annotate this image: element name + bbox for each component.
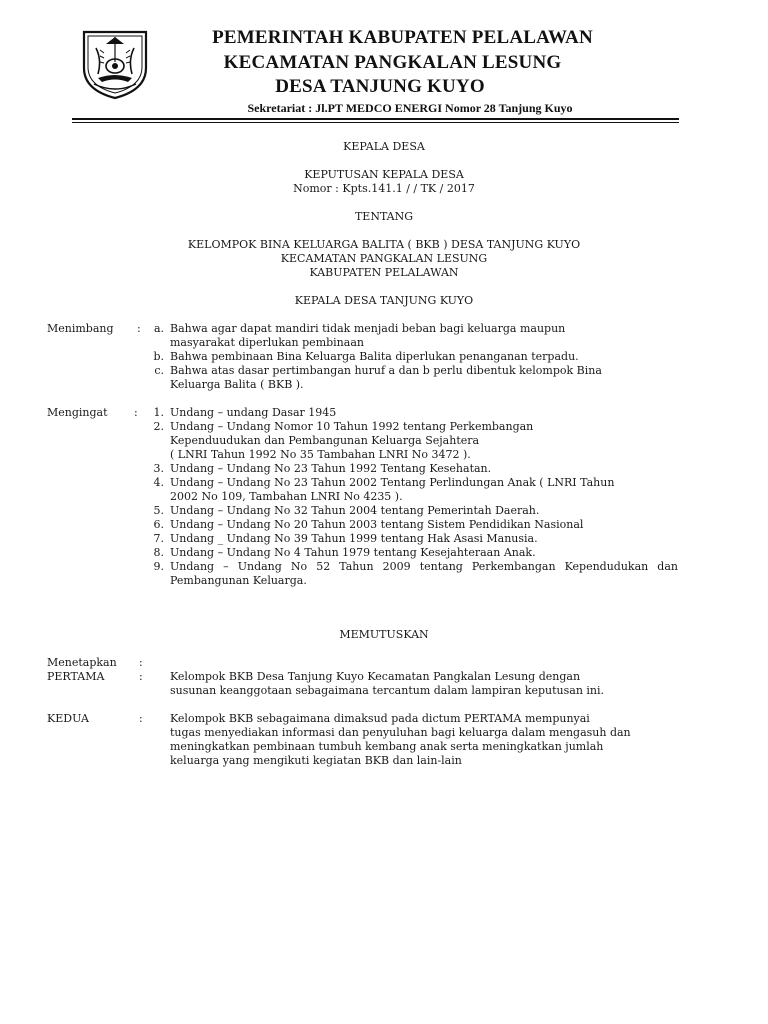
mengingat-marker: 2. <box>153 420 164 433</box>
kedua-colon: : <box>139 712 143 725</box>
menimbang-item-line: Keluarga Balita ( BKB ). <box>170 378 304 391</box>
issuer-heading: KEPALA DESA <box>343 140 425 153</box>
about-heading: TENTANG <box>354 210 414 223</box>
mengingat-item-line: ( LNRI Tahun 1992 No 35 Tambahan LNRI No 3472 ). <box>170 448 471 461</box>
kedua-line: Kelompok BKB sebagaimana dimaksud pada dictum PERTAMA mempunyai <box>170 712 590 725</box>
menimbang-marker: c. <box>154 364 164 377</box>
mengingat-marker: 3. <box>153 462 164 475</box>
menimbang-item-line: masyarakat diperlukan pembinaan <box>170 336 364 349</box>
mengingat-marker: 5. <box>153 504 164 517</box>
mengingat-marker: 6. <box>153 518 164 531</box>
mengingat-item-line: Pembangunan Keluarga. <box>170 574 307 587</box>
letterhead-district: KECAMATAN PANGKALAN LESUNG <box>223 52 562 73</box>
mengingat-item-line: Undang – Undang No 52 Tahun 2009 tentang Perkembangan Kependudukan dan <box>170 560 678 573</box>
menimbang-item-line: Bahwa pembinaan Bina Keluarga Balita diperlukan penanganan terpadu. <box>170 350 579 363</box>
mengingat-item-line: Undang _ Undang No 39 Tahun 1999 tentang Hak Asasi Manusia. <box>170 532 538 545</box>
mengingat-marker: 9. <box>153 560 164 573</box>
pertama-label: PERTAMA <box>47 670 105 683</box>
mengingat-label: Mengingat <box>47 406 108 419</box>
pertama-line: Kelompok BKB Desa Tanjung Kuyo Kecamatan Pangkalan Lesung dengan <box>170 670 581 683</box>
menimbang-label: Menimbang <box>47 322 114 335</box>
decree-title: KEPUTUSAN KEPALA DESA <box>304 168 464 181</box>
menimbang-colon: : <box>137 322 141 335</box>
mengingat-marker: 4. <box>153 476 164 489</box>
mengingat-marker: 7. <box>153 532 164 545</box>
decision-heading: MEMUTUSKAN <box>339 628 429 641</box>
mengingat-colon: : <box>134 406 138 419</box>
subject-line-1: KELOMPOK BINA KELUARGA BALITA ( BKB ) DESA TANJUNG KUYO <box>187 238 581 251</box>
letterhead-rule-thin <box>72 122 679 123</box>
mengingat-item-line: Undang – Undang No 23 Tahun 1992 Tentang Kesehatan. <box>170 462 492 475</box>
menimbang-marker: b. <box>153 350 164 363</box>
letterhead-government: PEMERINTAH KABUPATEN PELALAWAN <box>212 27 593 48</box>
signatory-heading: KEPALA DESA TANJUNG KUYO <box>294 294 474 307</box>
kedua-line: meningkatkan pembinaan tumbuh kembang anak serta meningkatkan jumlah <box>170 740 604 753</box>
kedua-line: tugas menyediakan informasi dan penyuluhan bagi keluarga dalam mengasuh dan <box>170 726 631 739</box>
menimbang-item-line: Bahwa agar dapat mandiri tidak menjadi beban bagi keluarga maupun <box>170 322 566 335</box>
mengingat-item-line: Kependuudukan dan Pembangunan Keluarga Sejahtera <box>170 434 480 447</box>
letterhead-village: DESA TANJUNG KUYO <box>275 76 485 97</box>
subject-line-2: KECAMATAN PANGKALAN LESUNG <box>280 252 488 265</box>
mengingat-item-line: Undang – Undang No 20 Tahun 2003 tentang Sistem Pendidikan Nasional <box>170 518 584 531</box>
decree-number: Nomor : Kpts.141.1 / / TK / 2017 <box>293 182 475 195</box>
mengingat-item-line: Undang – Undang No 4 Tahun 1979 tentang Kesejahteraan Anak. <box>170 546 536 559</box>
menimbang-item-line: Bahwa atas dasar pertimbangan huruf a dan b perlu dibentuk kelompok Bina <box>170 364 602 377</box>
kedua-label: KEDUA <box>47 712 89 725</box>
pertama-colon: : <box>139 670 143 683</box>
mengingat-item-line: Undang – Undang No 23 Tahun 2002 Tentang Perlindungan Anak ( LNRI Tahun <box>170 476 615 489</box>
mengingat-item-line: Undang – undang Dasar 1945 <box>170 406 337 419</box>
menetapkan-colon: : <box>139 656 143 669</box>
subject-line-3: KABUPATEN PELALAWAN <box>309 266 459 279</box>
menimbang-marker: a. <box>153 322 164 335</box>
letterhead-rule-thick <box>72 118 679 120</box>
mengingat-item-line: 2002 No 109, Tambahan LNRI No 4235 ). <box>170 490 403 503</box>
kedua-line: keluarga yang mengikuti kegiatan BKB dan lain-lain <box>170 754 462 767</box>
menetapkan-label: Menetapkan <box>47 656 117 669</box>
mengingat-marker: 8. <box>153 546 164 559</box>
mengingat-item-line: Undang – Undang Nomor 10 Tahun 1992 tentang Perkembangan <box>170 420 534 433</box>
mengingat-item-line: Undang – Undang No 32 Tahun 2004 tentang Pemerintah Daerah. <box>170 504 540 517</box>
pertama-line: susunan keanggotaan sebagaimana tercantum dalam lampiran keputusan ini. <box>170 684 605 697</box>
mengingat-marker: 1. <box>153 406 164 419</box>
letterhead-address: Sekretariat : Jl.PT MEDCO ENERGI Nomor 28 Tanjung Kuyo <box>247 101 573 115</box>
